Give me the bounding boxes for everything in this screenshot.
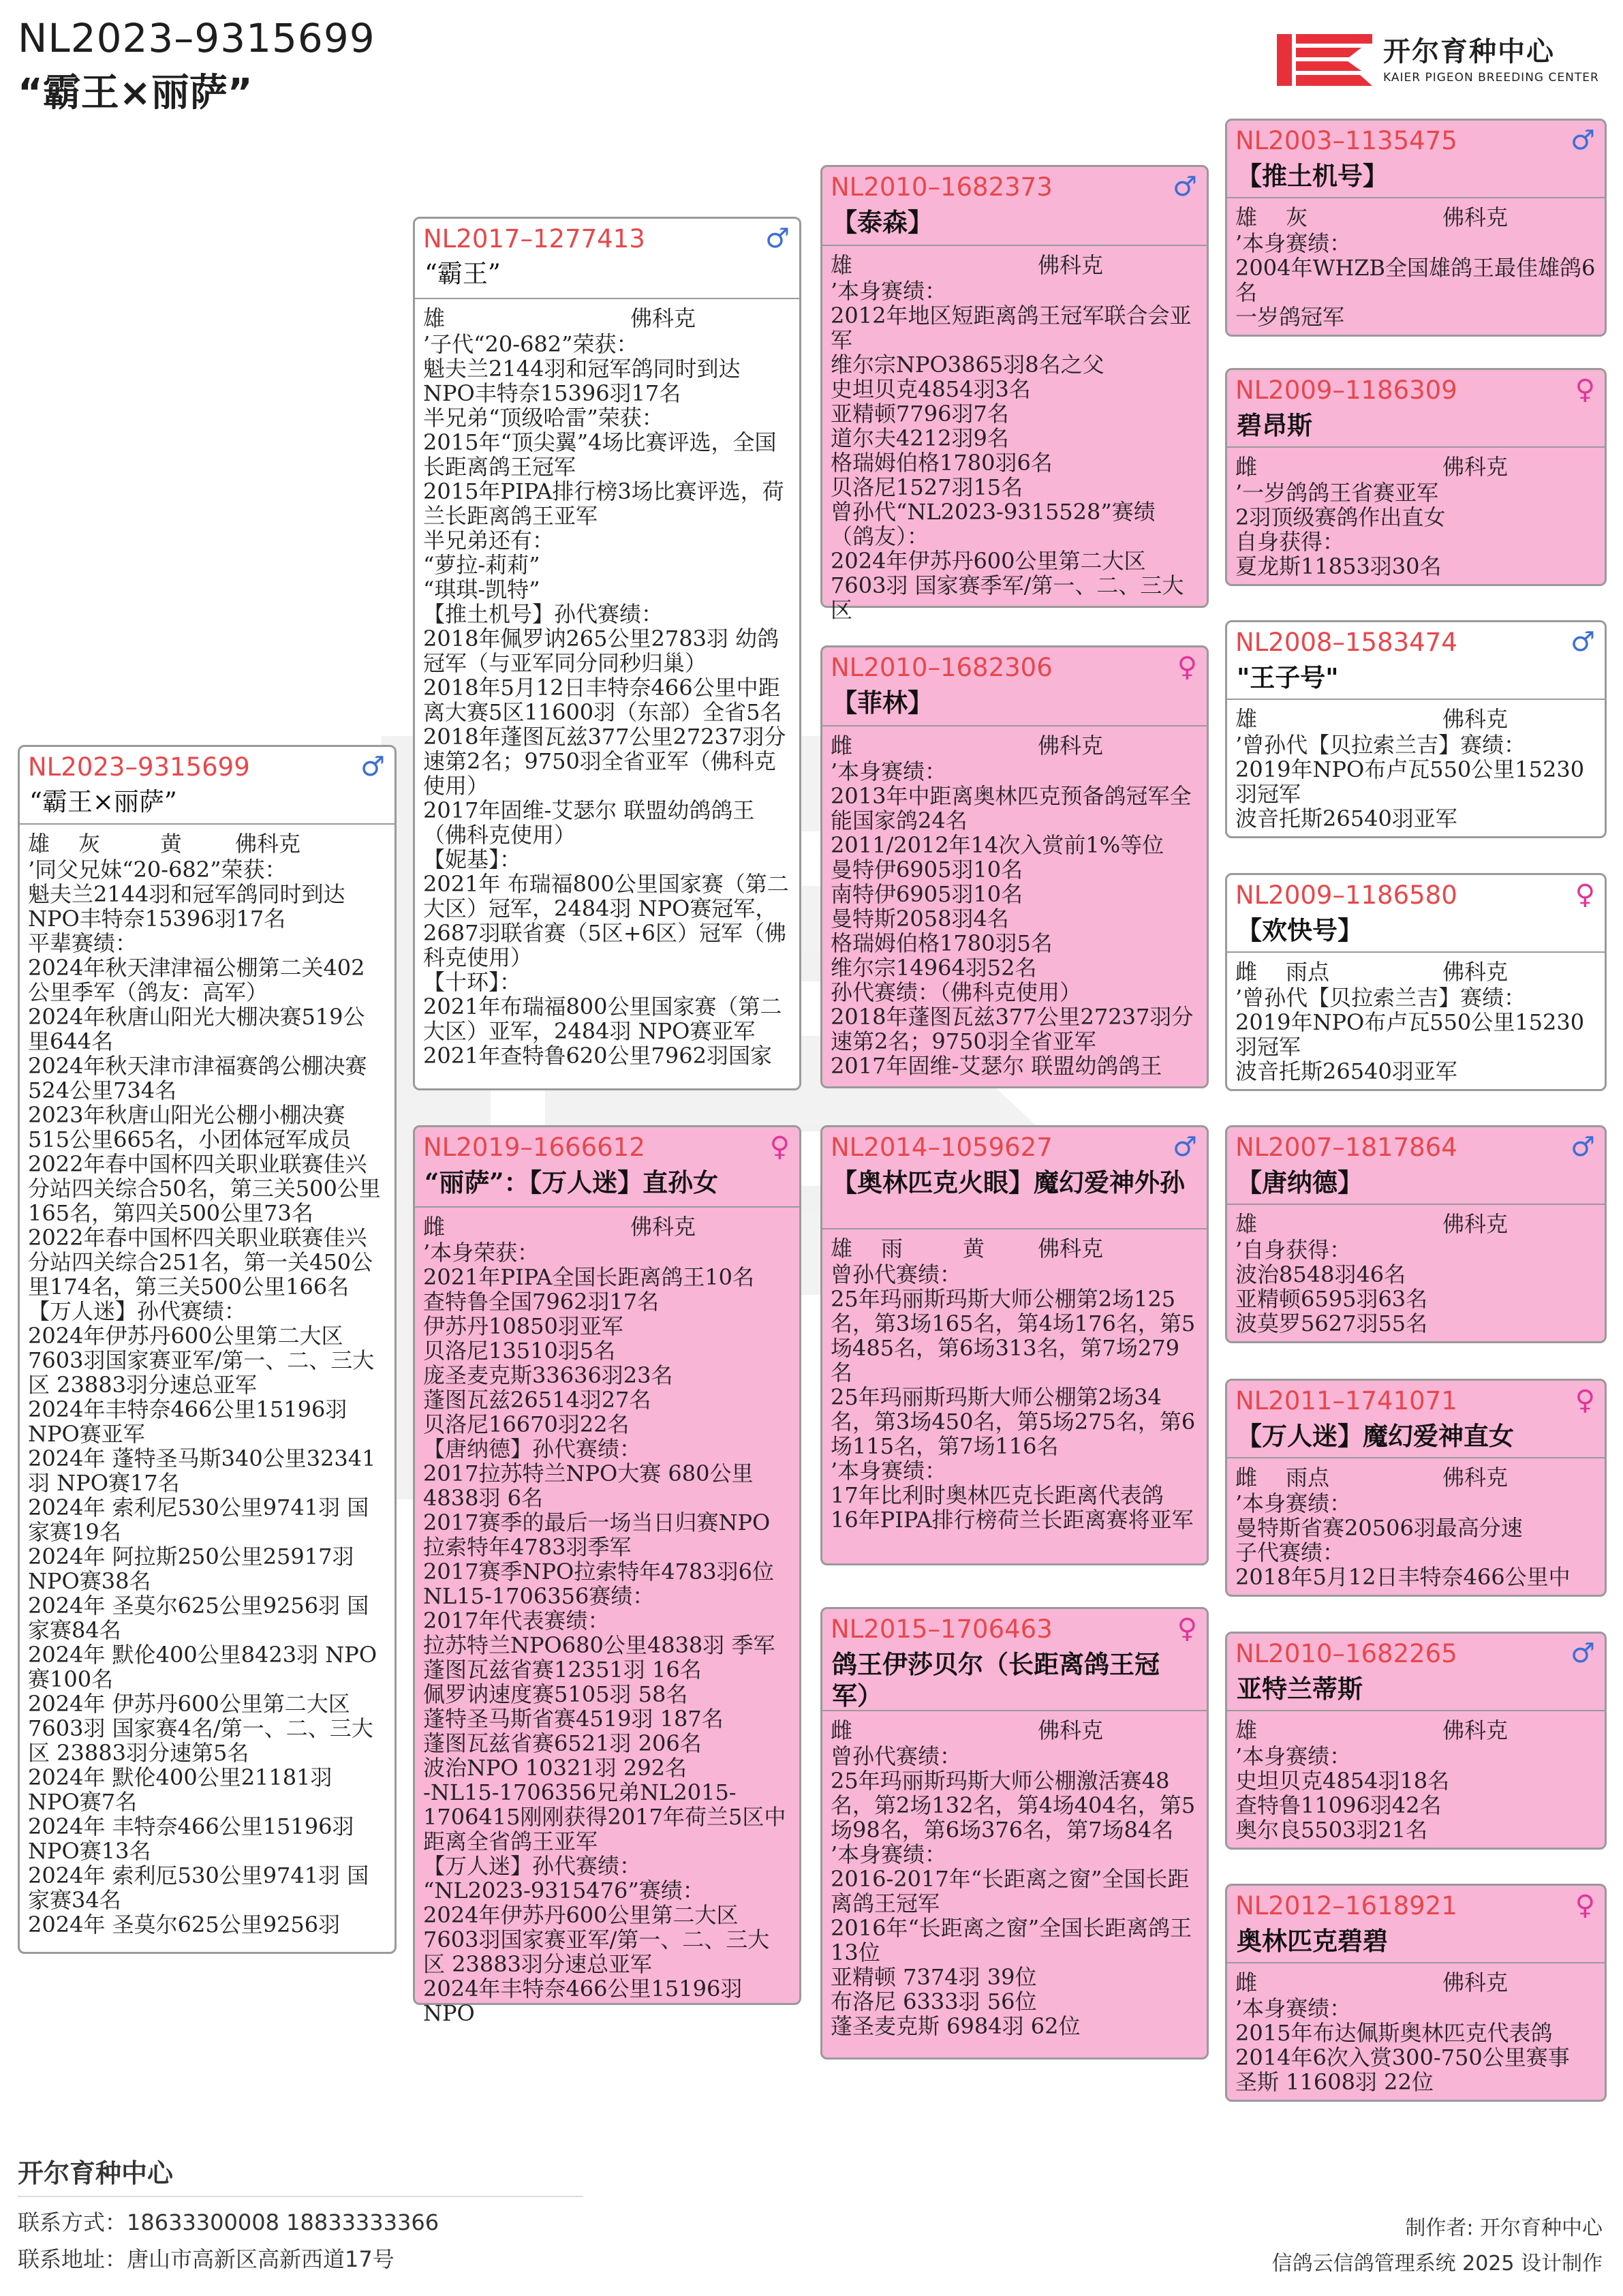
attribute-0: 雌 [831, 733, 853, 759]
card-body [822, 1711, 1207, 2059]
attribute-2 [963, 1718, 1038, 1743]
pedigree-card-ss [820, 165, 1209, 623]
ring-number: NL2010–1682265 [1235, 1639, 1457, 1668]
attribute-2: 黄 [963, 1236, 985, 1261]
card-body [20, 825, 395, 1953]
race-record-text: 曾孙代赛绩： 25年玛丽斯玛斯大师公棚激活赛48名，第2场132名，第4场404名，第5场98名，第6场376名，第7场84名 ’本身赛绩： 2016-2017年“长距离之窗”全国长距离鸽王冠军 2016年“长距离之窗”全国长距离鸽王13位 亚精顿 7374羽 39位 布洛尼 6333羽 56位 蓬圣麦克斯 6984羽 62位 [831, 1743, 1196, 2039]
race-record-text: 曾孙代赛绩： 25年玛丽斯玛斯大师公棚第2场125名，第3场165名，第4场176名，第5场485名，第6场313名，第7场279名 25年玛丽斯玛斯大师公棚第2场34名，第3场450名，第5场275名，第6场115名，第7场116名 ’本身赛绩： 17年比利时奥林匹克长距离代表鸽 16年PIPA排行榜荷兰长距离赛将亚军 [831, 1261, 1196, 1533]
card-header [822, 167, 1207, 246]
attribute-3: 佛科克 [1442, 454, 1509, 480]
ring-number: NL2003–1135475 [1235, 126, 1457, 155]
kaier-logo-icon [1273, 29, 1375, 91]
card-header [822, 647, 1207, 726]
attribute-3: 佛科克 [1442, 1465, 1509, 1490]
footer-center-name: 开尔育种中心 [18, 2158, 174, 2188]
attribute-1: 灰 [1286, 204, 1308, 230]
attribute-2 [1367, 1970, 1442, 1995]
male-symbol-icon: ♂ [1173, 1131, 1197, 1163]
pigeon-name: “丽萨”：【万人迷】直孙女 [424, 1167, 719, 1197]
attribute-2: 黄 [160, 831, 183, 857]
pedigree-card-dam [413, 1125, 801, 2026]
card-body [1227, 1963, 1605, 2101]
race-record-text: ’本身赛绩： 曼特斯省赛20506羽最高分速 子代赛绩： 2018年5月12日丰特奈466公里中 [1235, 1490, 1571, 1590]
pedigree-card-dds [1225, 1632, 1607, 1850]
pigeon-name: 奥林匹克碧碧 [1237, 1926, 1388, 1956]
attribute-2 [555, 1214, 630, 1239]
attribute-3: 佛科克 [1038, 1236, 1104, 1261]
attribute-1: 雨 [881, 1236, 903, 1261]
male-symbol-icon: ♂ [1571, 125, 1595, 156]
card-body [822, 246, 1207, 623]
card-body [415, 1208, 799, 2026]
attribute-2 [1367, 1212, 1442, 1236]
attribute-2 [1367, 960, 1442, 984]
attribute-0: 雄 [831, 1236, 853, 1261]
card-header [20, 747, 395, 825]
ring-number: NL2012–1618921 [1235, 1891, 1457, 1920]
pedigree-card-sds [1225, 620, 1607, 838]
card-header [1227, 121, 1605, 198]
attribute-0: 雄 [1235, 1211, 1258, 1237]
female-symbol-icon: ♀ [1177, 652, 1197, 683]
ring-number: NL2014–1059627 [831, 1133, 1053, 1162]
pigeon-name: 【泰森】 [832, 207, 933, 237]
attribute-3: 佛科克 [1442, 706, 1509, 732]
attribute-3: 佛科克 [235, 831, 301, 857]
pigeon-attributes [831, 733, 1199, 758]
card-body [415, 299, 799, 1090]
attribute-0: 雌 [831, 1717, 853, 1743]
pigeon-name: 亚特兰蒂斯 [1237, 1674, 1363, 1704]
attribute-2 [1367, 707, 1442, 731]
card-header [415, 1127, 799, 1208]
ring-number: NL2010–1682306 [831, 653, 1053, 682]
footer-divider [18, 2196, 583, 2197]
pigeon-name: 【菲林】 [832, 688, 933, 718]
male-symbol-icon: ♂ [1571, 1131, 1595, 1163]
race-record-text: ’本身荣获： 2021年PIPA全国长距离鸽王10名 查特鲁全国7962羽17名 伊苏丹10850羽亚军 贝洛尼13510羽5名 庞圣麦克斯33636羽23名 蓬图瓦兹26514羽27名 贝洛尼16670羽22名 【唐纳德】孙代赛绩： 2017拉苏特兰NPO大赛 680公里4838羽 6名 2017赛季的最后一场当日归赛NPO拉索特年4783羽季军 2017赛季NPO拉索特年4783羽6位 NL15-1706356赛绩： 2017年代表赛绩： 拉苏特兰NPO680公里4838羽 季军 蓬图瓦兹省赛12351羽 16名 佩罗讷速度赛5105羽 58名 蓬特圣马斯省赛4519羽 187名 蓬图瓦兹省赛6521羽 206名 波治NPO 10321羽 292名 -NL15-1706356兄弟NL2015-1706415刚刚获得2017年荷兰5区中距离全省鸽王亚军 【万人迷】孙代赛绩： “NL2023-9315476”赛绩： 2024年伊苏丹600公里第二大区7603羽国家赛亚军/第一、二、三大区 23883羽分速总亚军 2024年丰特奈466公里15196羽 NPO [423, 1240, 786, 2026]
attribute-0: 雌 [1235, 1465, 1258, 1490]
card-body [1227, 1458, 1605, 1596]
attribute-3: 佛科克 [1442, 1970, 1509, 1995]
pedigree-card-ddd [1225, 1884, 1607, 2102]
card-body [1227, 448, 1605, 585]
pigeon-name: “霸王×丽萨” [29, 787, 177, 816]
footer-address: 联系地址：唐山市高新区高新西道17号 [18, 2246, 395, 2272]
pigeon-attributes [423, 1214, 791, 1239]
attribute-1 [1286, 455, 1367, 479]
pedigree-card-sd [820, 645, 1209, 1088]
attribute-1 [474, 306, 555, 331]
pedigree-pigeon-name: “霸王×丽萨” [18, 71, 253, 115]
card-header [1227, 370, 1605, 448]
female-symbol-icon: ♀ [1575, 374, 1595, 405]
male-symbol-icon: ♂ [1571, 1638, 1595, 1669]
attribute-3: 佛科克 [1442, 1211, 1509, 1237]
pigeon-attributes [831, 253, 1199, 277]
attribute-3: 佛科克 [1442, 204, 1509, 230]
attribute-3: 佛科克 [1038, 1717, 1104, 1743]
attribute-0: 雄 [1235, 1717, 1258, 1743]
card-header [415, 219, 799, 299]
pedigree-card-sdd [1225, 873, 1607, 1091]
pigeon-name: “霸王” [424, 259, 501, 288]
pedigree-pigeon-id: NL2023–9315699 [18, 15, 375, 61]
attribute-3: 佛科克 [1038, 733, 1104, 759]
race-record-text: ’子代“20-682”荣获： 魁夫兰2144羽和冠军鸽同时到达NPO丰特奈15396羽17名 半兄弟“顶级哈雷”荣获： 2015年“顶尖翼”4场比赛评选，全国长距离鸽王冠军 2015年PIPA排行榜3场比赛评选，荷兰长距离鸽王亚军 半兄弟还有： “萝拉-莉莉” “琪琪-凯特” 【推土机号】孙代赛绩： 2018年佩罗讷265公里2783羽 幼鸽冠军（与亚军同分同秒归巢） 2018年5月12日丰特奈466公里中距离大赛5区11600羽（东部）全省5名 2018年蓬图瓦兹377公里27237羽分速第2名；9750羽全省亚军（佛科克使用） 2017年固维-艾瑟尔 联盟幼鸽鸽王（佛科克使用） 【妮基】： 2021年 布瑞福800公里国家赛（第二大区）冠军，2484羽 NPO赛冠军，2687羽联省赛（5区+6区）冠军（佛科克使用） 【十环】： 2021年布瑞福800公里国家赛（第二大区）亚军，2484羽 NPO赛亚军 2021年查特鲁620公里7962羽国家 [423, 331, 789, 1069]
pigeon-name: 碧昂斯 [1237, 410, 1312, 440]
ring-number: NL2023–9315699 [28, 752, 250, 782]
pigeon-attributes [1235, 960, 1596, 984]
pigeon-attributes [1235, 455, 1596, 479]
race-record-text: ’曾孙代【贝拉索兰吉】赛绩： 2019年NPO布卢瓦550公里15230羽冠军 波音托斯26540羽亚军 [1235, 732, 1585, 831]
footer-maker: 制作者: 开尔育种中心 [1405, 2216, 1603, 2240]
card-header [1227, 1381, 1605, 1458]
male-symbol-icon: ♂ [765, 223, 790, 254]
pigeon-attributes [1235, 707, 1596, 731]
ring-number: NL2010–1682373 [831, 172, 1053, 202]
attribute-1 [1286, 1970, 1367, 1995]
card-body [1227, 198, 1605, 336]
pigeon-attributes [28, 831, 386, 856]
ring-number: NL2015–1706463 [831, 1614, 1053, 1644]
race-record-text: ’本身赛绩： 2015年布达佩斯奥林匹克代表鸽 2014年6次入赏300-750公里赛事 圣斯 11608羽 22位 [1235, 1995, 1570, 2095]
ring-number: NL2011–1741071 [1235, 1386, 1457, 1415]
pigeon-attributes [1235, 205, 1596, 230]
attribute-3: 佛科克 [1038, 252, 1104, 278]
pedigree-card-dss [1225, 1125, 1607, 1343]
ring-number: NL2009–1186309 [1235, 376, 1457, 405]
attribute-3: 佛科克 [630, 1214, 696, 1240]
attribute-1 [1286, 1718, 1367, 1743]
pigeon-name: 【奥林匹克火眼】魔幻爱神外孙 [832, 1167, 1185, 1197]
ring-number: NL2019–1666612 [423, 1133, 645, 1162]
attribute-2 [963, 253, 1038, 277]
female-symbol-icon: ♀ [1177, 1613, 1197, 1644]
brand-subtitle: KAIER PIGEON BREEDING CENTER [1383, 71, 1599, 85]
attribute-1 [881, 1718, 963, 1743]
race-record-text: ’本身赛绩： 2013年中距离奥林匹克预备鸽冠军全能国家鸽24名 2011/2012年14次入赏前1%等位 曼特伊6905羽10名 南特伊6905羽10名 曼特斯2058羽4名 格瑞姆伯格1780羽5名 维尔宗14964羽52名 孙代赛绩：（佛科克使用） 2018年蓬图瓦兹377公里27237羽分速第2名；9750羽全省亚军 2017年固维-艾瑟尔 联盟幼鸽鸽王 [831, 759, 1194, 1079]
female-symbol-icon: ♀ [1575, 879, 1595, 910]
attribute-1 [881, 253, 963, 277]
card-body [1227, 700, 1605, 838]
ring-number: NL2009–1186580 [1235, 881, 1457, 910]
female-symbol-icon: ♀ [1575, 1385, 1595, 1416]
pigeon-attributes [1235, 1970, 1596, 1995]
card-header [1227, 622, 1605, 700]
card-header [822, 1609, 1207, 1711]
footer-contact: 联系方式：18633300008 18833333366 [18, 2209, 439, 2235]
pigeon-attributes [1235, 1212, 1596, 1236]
pigeon-name: 【唐纳德】 [1237, 1167, 1363, 1197]
male-symbol-icon: ♂ [360, 751, 385, 782]
female-symbol-icon: ♀ [1575, 1890, 1595, 1921]
pedigree-card-sire [413, 217, 801, 1090]
attribute-0: 雄 [423, 305, 446, 331]
male-symbol-icon: ♂ [1173, 171, 1197, 202]
attribute-1 [881, 733, 963, 758]
pigeon-name: 【万人迷】魔幻爱神直女 [1237, 1421, 1514, 1451]
pigeon-attributes [1235, 1465, 1596, 1490]
attribute-2 [555, 306, 630, 331]
ring-number: NL2008–1583474 [1235, 628, 1457, 657]
attribute-0: 雄 [28, 831, 50, 857]
card-body [1227, 1711, 1605, 1849]
pedigree-card-dsd [1225, 1379, 1607, 1597]
card-header [1227, 875, 1605, 953]
female-symbol-icon: ♀ [769, 1131, 790, 1163]
attribute-2 [1367, 1465, 1442, 1490]
attribute-1 [1286, 1212, 1367, 1236]
race-record-text: ’本身赛绩： 2004年WHZB全国雄鸽王最佳雄鸽6名 一岁鸽冠军 [1235, 230, 1596, 330]
attribute-0: 雌 [423, 1214, 446, 1240]
race-record-text: ’本身赛绩： 史坦贝克4854羽18名 查特鲁11096羽42名 奥尔良5503羽21名 [1235, 1743, 1450, 1843]
pedigree-card-subject [18, 745, 397, 1954]
attribute-1 [474, 1214, 555, 1239]
attribute-0: 雄 [1235, 204, 1258, 230]
pigeon-attributes [423, 306, 791, 331]
card-header [1227, 1634, 1605, 1711]
pedigree-card-ssd [1225, 368, 1607, 586]
attribute-2 [1367, 205, 1442, 230]
attribute-0: 雌 [1235, 959, 1258, 985]
brand-logo [1273, 26, 1600, 94]
card-body [1227, 1205, 1605, 1343]
pigeon-attributes [831, 1236, 1199, 1261]
pigeon-name: "王子号" [1237, 662, 1339, 692]
card-body [822, 726, 1207, 1088]
attribute-2 [1367, 1718, 1442, 1743]
attribute-1 [1286, 707, 1367, 731]
pigeon-attributes [1235, 1718, 1596, 1743]
ring-number: NL2017–1277413 [423, 224, 645, 254]
race-record-text: ’本身赛绩： 2012年地区短距离鸽王冠军联合会亚军 维尔宗NPO3865羽8名之父 史坦贝克4854羽3名 亚精顿7796羽7名 道尔夫4212羽9名 格瑞姆伯格1780羽6名 贝洛尼1527羽15名 曾孙代“NL2023-9315528”赛绩（鸽友）： 2024年伊苏丹600公里第二大区7603羽 国家赛季军/第一、二、三大区 [831, 278, 1192, 623]
pedigree-card-sss [1225, 119, 1607, 337]
pigeon-name: 【推土机号】 [1237, 161, 1388, 191]
card-header [1227, 1886, 1605, 1963]
attribute-0: 雄 [1235, 706, 1258, 732]
attribute-0: 雌 [1235, 454, 1258, 480]
footer-system: 信鸽云信鸽管理系统 2025 设计制作 [1271, 2252, 1603, 2276]
pigeon-name: 【欢快号】 [1237, 915, 1363, 945]
card-header [822, 1127, 1207, 1229]
attribute-1: 灰 [78, 831, 101, 857]
attribute-3: 佛科克 [1442, 959, 1509, 985]
card-header [1227, 1127, 1605, 1205]
brand-name: 开尔育种中心 [1383, 36, 1555, 67]
race-record-text: ’同父兄妹“20-682”荣获： 魁夫兰2144羽和冠军鸽同时到达NPO丰特奈15396羽17名 平辈赛绩： 2024年秋天津津福公棚第二关402公里季军（鸽友：高军） 2024年秋唐山阳光大棚决赛519公里644名 2024年秋天津市津福赛鸽公棚决赛524公里734名 2023年秋唐山阳光公棚小棚决赛515公里665名，小团体冠军成员 2022年春中国杯四关职业联赛佳兴分站四关综合50名，第三关500公里165名，第四关500公里73名 2022年春中国杯四关职业联赛佳兴分站四关综合251名，第一关450公里174名，第三关500公里166名 【万人迷】孙代赛绩： 2024年伊苏丹600公里第二大区7603羽国家赛亚军/第一、二、三大区 23883羽分速总亚军 2024年丰特奈466公里15196羽NPO赛亚军 2024年 蓬特圣马斯340公里32341羽 NPO赛17名 2024年 索利尼530公里9741羽 国家赛19名 2024年 阿拉斯250公里25917羽NPO赛38名 2024年 圣莫尔625公里9256羽 国家赛84名 2024年 默伦400公里8423羽 NPO赛100名 2024年 伊苏丹600公里第二大区7603羽 国家赛4名/第一、二、三大区 23883羽分速第5名 2024年 默伦400公里21181羽 NPO赛7名 2024年 丰特奈466公里15196羽NPO赛13名 2024年 索利厄530公里9741羽 国家赛34名 2024年 圣莫尔625公里9256羽 [28, 857, 381, 1938]
attribute-1: 雨点 [1286, 959, 1330, 985]
attribute-3: 佛科克 [630, 305, 696, 331]
ring-number: NL2007–1817864 [1235, 1133, 1457, 1162]
pedigree-card-dd [820, 1607, 1209, 2060]
race-record-text: ’曾孙代【贝拉索兰吉】赛绩： 2019年NPO布卢瓦550公里15230羽冠军 波音托斯26540羽亚军 [1235, 985, 1585, 1084]
race-record-text: ’一岁鸽鸽王省赛亚军 2羽顶级赛鸽作出直女 自身获得： 夏龙斯11853羽30名 [1235, 480, 1446, 579]
pedigree-card-ds [820, 1125, 1209, 1565]
male-symbol-icon: ♂ [1571, 626, 1595, 658]
card-body [1227, 953, 1605, 1090]
pigeon-name: 鸽王伊莎贝尔（长距离鸽王冠军） [832, 1649, 1160, 1711]
attribute-3: 佛科克 [1442, 1717, 1509, 1743]
attribute-2 [963, 733, 1038, 758]
pigeon-attributes [831, 1718, 1199, 1743]
card-body [822, 1229, 1207, 1565]
attribute-0: 雌 [1235, 1970, 1258, 1995]
attribute-2 [1367, 455, 1442, 479]
race-record-text: ’自身获得： 波治8548羽46名 亚精顿6595羽63名 波莫罗5627羽55名 [1235, 1237, 1428, 1336]
attribute-1: 雨点 [1286, 1465, 1330, 1490]
attribute-0: 雄 [831, 252, 853, 278]
